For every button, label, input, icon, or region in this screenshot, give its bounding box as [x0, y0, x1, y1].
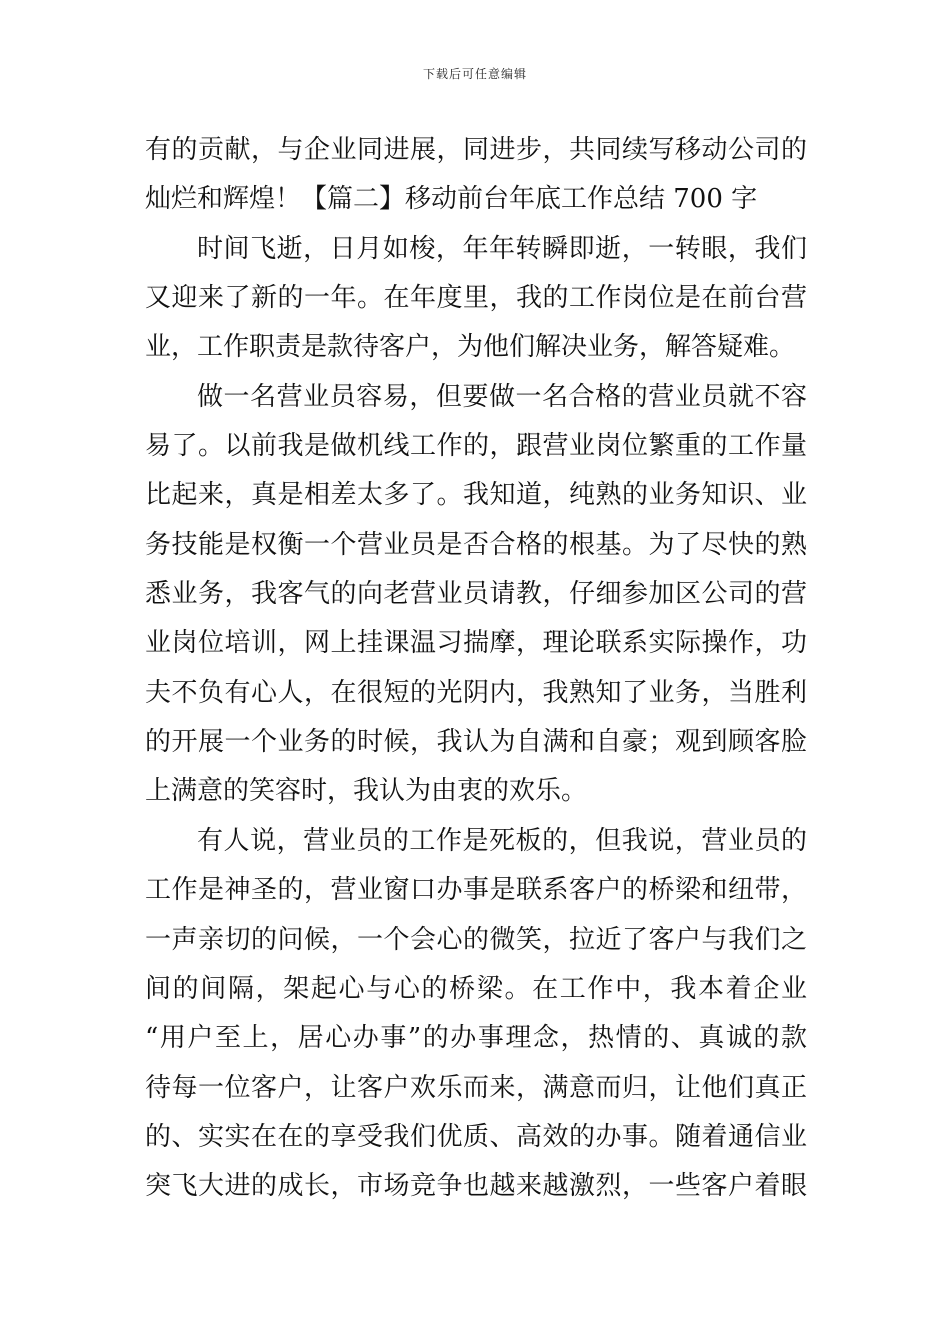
text-line: 务技能是权衡一个营业员是否合格的根基。为了尽快的熟: [145, 529, 807, 560]
text-line: 业，工作职责是款待客户，为他们解决业务，解答疑难。: [145, 332, 796, 363]
text-line: 突飞大进的成长，市场竞争也越来越激烈，一些客户着眼: [145, 1171, 807, 1202]
text-line: 做一名营业员容易，但要做一名合格的营业员就不容: [197, 381, 807, 412]
text-line: 的、实实在在的享受我们优质、高效的办事。随着通信业: [145, 1121, 807, 1152]
page-header: 下载后可任意编辑: [422, 67, 527, 81]
text-line: 工作是神圣的，营业窗口办事是联系客户的桥梁和纽带，: [145, 875, 807, 906]
text-line: 夫不负有心人，在很短的光阴内，我熟知了业务，当胜利: [145, 677, 807, 708]
text-line: 有的贡献，与企业同进展，同进步，共同续写移动公司的: [145, 135, 807, 165]
text-line: 悉业务，我客气的向老营业员请教，仔细参加区公司的营: [145, 579, 807, 610]
text-line: 上满意的笑容时，我认为由衷的欢乐。: [145, 776, 588, 807]
text-line: “用户至上，居心办事”的办事理念，热情的、真诚的款: [145, 1023, 807, 1054]
text-line: 灿烂和辉煌！【篇二】移动前台年底工作总结 700 字: [145, 184, 758, 215]
text-line: 的开展一个业务的时候，我认为自满和自豪；观到顾客脸: [145, 727, 807, 758]
document-body: [145, 126, 807, 1212]
text-line: 易了。以前我是做机线工作的，跟营业岗位繁重的工作量: [145, 431, 807, 462]
text-line: 待每一位客户，让客户欢乐而来，满意而归，让他们真正: [145, 1072, 807, 1103]
text-line: 又迎来了新的一年。在年度里，我的工作岗位是在前台营: [145, 283, 807, 314]
text-line: 时间飞逝，日月如梭，年年转瞬即逝，一转眼，我们: [197, 233, 807, 264]
text-line: 一声亲切的问候，一个会心的微笑，拉近了客户与我们之: [145, 924, 807, 955]
text-line: 比起来，真是相差太多了。我知道，纯熟的业务知识、业: [145, 480, 807, 511]
text-line: 业岗位培训，网上挂课温习揣摩，理论联系实际操作，功: [145, 628, 807, 659]
text-line: 有人说，营业员的工作是死板的，但我说，营业员的: [197, 825, 807, 856]
text-line: 间的间隔，架起心与心的桥梁。在工作中，我本着企业: [145, 973, 807, 1004]
